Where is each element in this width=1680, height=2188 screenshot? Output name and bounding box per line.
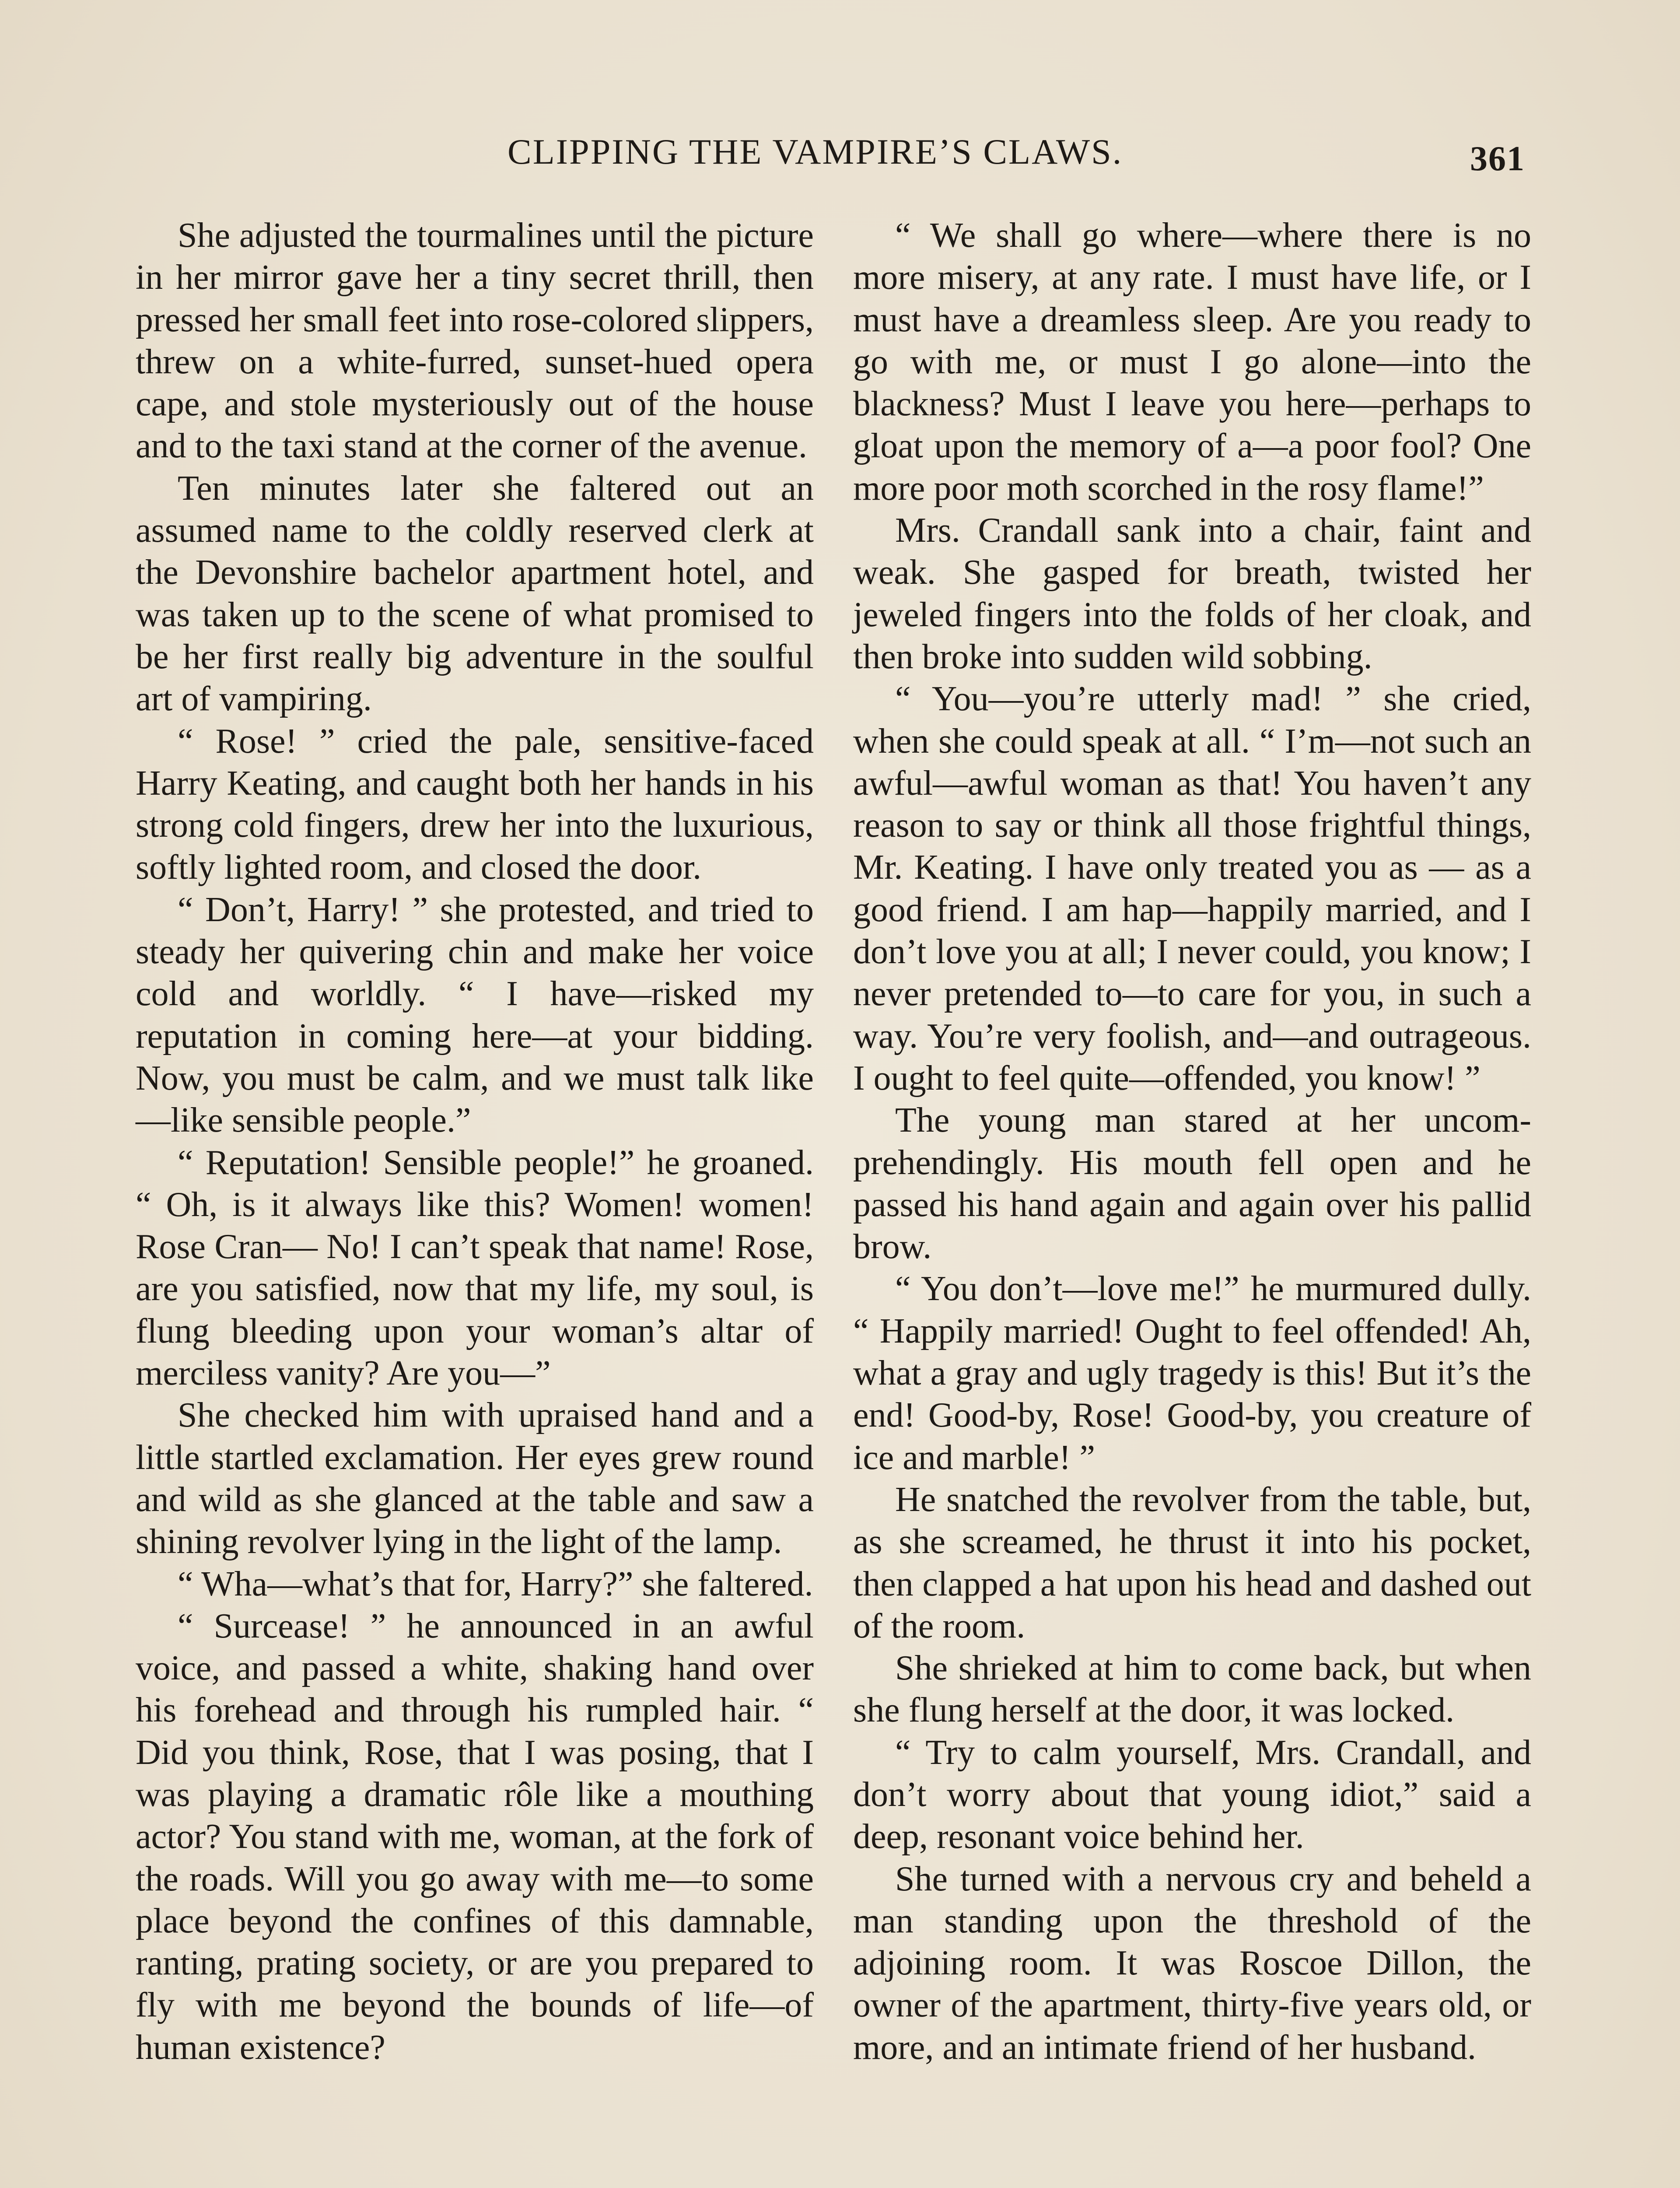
paragraph: “ Don’t, Harry! ” she protested, and tried to steady her quivering chin and make her voice cold and worldly. “ I have—risked my reputation in coming here—at your bidding. Now, you must be calm, and we must talk like—like sensible people.” (136, 890, 814, 1140)
paragraph: “ You don’t—love me!” he murmured dully. “ Happily married! Ought to feel offended! Ah, what a gray and ugly tragedy is this! But it’s the end! Good-by, Rose! Good-by, you creature of ice and marble! ” (853, 1269, 1531, 1477)
paragraph: “ Try to calm yourself, Mrs. Crandall, and don’t worry about that young idiot,” said a deep, resonant voice behind her. (853, 1733, 1531, 1856)
right-column (853, 214, 1531, 2069)
paragraph: She adjusted the tourmalines until the picture in her mirror gave her a tiny secret thrill, then pressed her small feet into rose-colored slippers, threw on a white-furred, sunset-hued opera cape, and stole mysteriously out of the house and to the taxi stand at the corner of the avenue. (136, 216, 814, 466)
paragraph: “ Surcease! ” he announced in an awful voice, and passed a white, shaking hand over his forehead and through his rumpled hair. “ Did you think, Rose, that I was posing, that I was playing a dramatic rôle like a mouthing actor? You stand with me, woman, at the fork of the roads. Will you go away with me—to some place beyond the confines of this damnable, ranting, prating society, or are you prepared to fly with me beyond the bounds of life—of human existence? (136, 1606, 814, 2067)
paragraph: “ We shall go where—where there is no more misery, at any rate. I must have life, or I must have a dreamless sleep. Are you ready to go with me, or must I go alone—into the blackness? Must I leave you here—perhaps to gloat upon the memory of a—a poor fool? One more poor moth scorched in the rosy flame!” (853, 216, 1531, 508)
paragraph: She turned with a nervous cry and beheld a man standing upon the threshold of the adjoining room. It was Roscoe Dillon, the owner of the apartment, thirty-five years old, or more, and an intimate friend of her husband. (853, 1859, 1531, 2067)
left-column (136, 214, 814, 2069)
paragraph: “ Rose! ” cried the pale, sensitive-faced Harry Keating, and caught both her hands in his strong cold fingers, drew her into the luxurious, softly lighted room, and closed the door. (136, 722, 814, 887)
paragraph: He snatched the revolver from the table, but, as she screamed, he thrust it into his pocket, then clapped a hat upon his head and dashed out of the room. (853, 1480, 1531, 1645)
paragraph: “ You—you’re utterly mad! ” she cried, when she could speak at all. “ I’m—not such an awful—awful woman as that! You haven’t any reason to say or think all those frightful things, Mr. Keating. I have only treated you as — as a good friend. I am hap—happily married, and I don’t love you at all; I never could, you know; I never pretended to—to care for you, in such a way. You’re very foolish, and—and outrageous. I ought to feel quite—offended, you know! ” (853, 680, 1531, 1098)
paragraph: She shrieked at him to come back, but when she flung herself at the door, it was locked. (853, 1649, 1531, 1730)
paragraph: “ Reputation! Sensible people!” he groaned. “ Oh, is it always like this? Women! women! Rose Cran— No! I can’t speak that name! Rose, are you satisfied, now that my life, my soul, is flung bleeding upon your woman’s altar of merciless vanity? Are you—” (136, 1143, 814, 1393)
page-number: 361 (1470, 140, 1525, 178)
paragraph: “ Wha—what’s that for, Harry?” she faltered. (178, 1564, 813, 1603)
paragraph: The young man stared at her uncomprehendingly. His mouth fell open and he passed his hand again and again over his pallid brow. (853, 1101, 1531, 1266)
paragraph: Mrs. Crandall sank into a chair, faint and weak. She gasped for breath, twisted her jeweled fingers into the folds of her cloak, and then broke into sudden wild sobbing. (853, 511, 1531, 676)
running-head: CLIPPING THE VAMPIRE’S CLAWS. (508, 132, 1123, 172)
paragraph: Ten minutes later she faltered out an assumed name to the coldly reserved clerk at the Devonshire bachelor apartment hotel, and was taken up to the scene of what promised to be her first really big adventure in the soulful art of vampiring. (136, 469, 814, 719)
paragraph: She checked him with upraised hand and a little startled exclamation. Her eyes grew round and wild as she glanced at the table and saw a shining revolver lying in the light of the lamp. (136, 1396, 814, 1561)
